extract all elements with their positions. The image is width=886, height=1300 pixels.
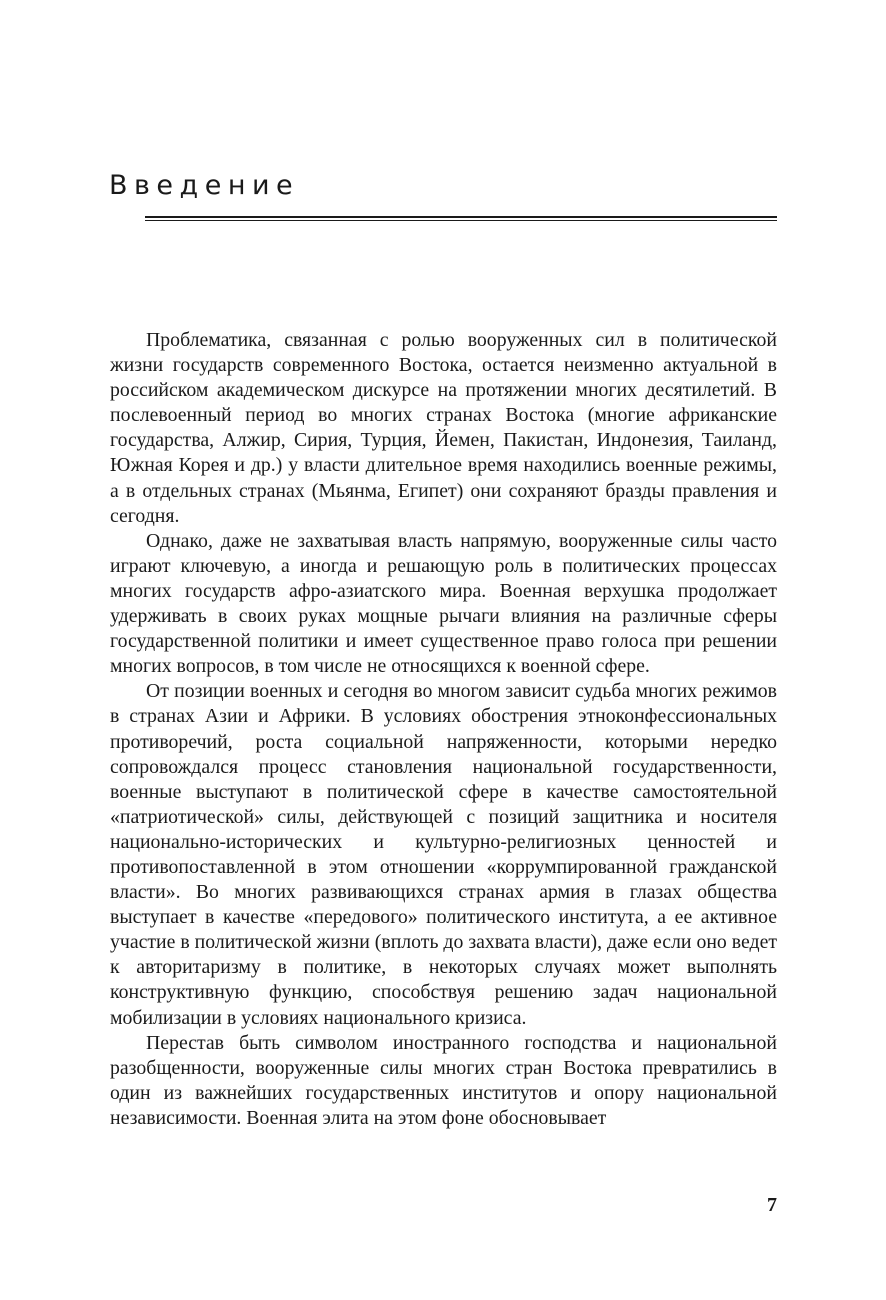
paragraph: Однако, даже не захватывая власть напрямую, вооруженные силы часто играют ключевую, а иногда и решающую роль в политических процессах многих государств афро-азиатского мира. Военная верхушка продолжает удерживать в своих руках мощные рычаги влияния на различные сферы государственной политики и имеет существенное право голоса при решении многих вопросов, в том числе не относящихся к военной сфере. xyxy=(110,529,777,678)
paragraph: Проблематика, связанная с ролью вооруженных сил в политической жизни государств современного Востока, остается неизменно актуальной в российском академическом дискурсе на протяжении многих десятилетий. В послевоенный период во многих странах Востока (многие африканские государства, Алжир, Сирия, Турция, Йемен, Пакистан, Индонезия, Таиланд, Южная Корея и др.) у власти длительное время находились военные режимы, а в отдельных странах (Мьянма, Египет) они сохраняют бразды правления и сегодня. xyxy=(110,329,777,527)
body-text xyxy=(110,328,777,1131)
page-number: 7 xyxy=(767,1194,777,1216)
paragraph: Перестав быть символом иностранного господства и национальной разобщенности, вооруженные силы многих стран Востока превратились в один из важнейших государственных институтов и опору национальной независимости. Военная элита на этом фоне обосновывает xyxy=(110,1031,777,1129)
paragraph: От позиции военных и сегодня во многом зависит судьба многих режимов в странах Азии и Африки. В условиях обострения этноконфессиональных противоречий, роста социальной напряженности, которыми нередко сопровождался процесс становления национальной государственности, военные выступают в политической сфере в качестве самостоятельной «патриотической» силы, действующей с позиций защитника и носителя национально-исторических и культурно-религиозных ценностей и противопоставленной в этом отношении «коррумпированной гражданской власти». Во многих развивающихся странах армия в глазах общества выступает в качестве «передового» политического института, а ее активное участие в политической жизни (вплоть до захвата власти), даже если оно ведет к авторитаризму в политике, в некоторых случаях может выполнять конструктивную функцию, способствуя решению задач национальной мобилизации в условиях национального кризиса. xyxy=(110,680,777,1029)
title-underline-thin xyxy=(145,220,777,221)
title-underline-thick xyxy=(145,216,777,218)
chapter-title: Введение xyxy=(109,170,300,201)
